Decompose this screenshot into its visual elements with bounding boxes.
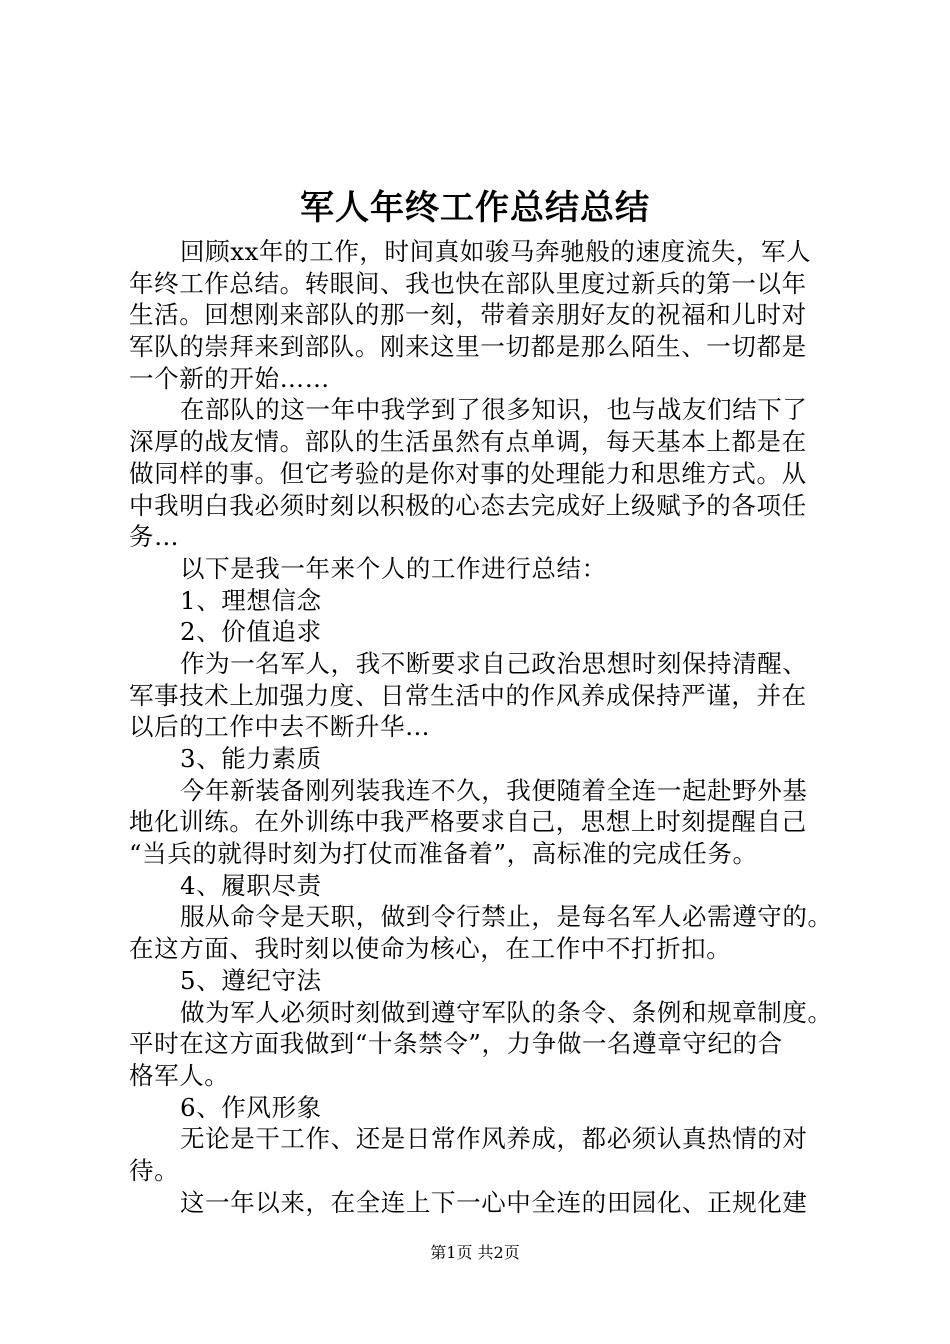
text-line: 4、履职尽责: [180, 870, 322, 900]
text-line: 地化训练。在外训练中我严格要求自己，思想上时刻提醒自己: [129, 807, 807, 837]
text-line: 以下是我一年来个人的工作进行总结：: [180, 553, 607, 583]
text-line: 以后的工作中去不断升华…: [129, 712, 431, 742]
text-line: 年终工作总结。转眼间、我也快在部队里度过新兵的第一以年: [129, 268, 807, 298]
document-body: [129, 236, 841, 1218]
text-line: 军队的崇拜来到部队。刚来这里一切都是那么陌生、一切都是: [129, 332, 807, 362]
text-line: 一个新的开始……: [129, 363, 330, 393]
text-line: 中我明白我必须时刻以积极的心态去完成好上级赋予的各项任: [129, 490, 807, 520]
text-line: 军事技术上加强力度、日常生活中的作风养成保持严谨，并在: [129, 680, 807, 710]
text-line: 3、能力素质: [180, 744, 322, 773]
text-line: 生活。回想刚来部队的那一刻，带着亲朋好友的祝福和儿时对: [129, 300, 807, 330]
text-line: 格军人。: [129, 1060, 230, 1090]
text-line: 作为一名军人，我不断要求自己政治思想时刻保持清醒、: [180, 648, 808, 678]
text-line: 无论是干工作、还是日常作风养成，都必须认真热情的对: [180, 1124, 808, 1154]
text-line: 平时在这方面我做到“十条禁令”，力争做一名遵章守纪的合: [129, 1029, 783, 1059]
text-line: 服从命令是天职，做到令行禁止，是每名军人必需遵守的。: [180, 902, 833, 932]
text-line: 在这方面、我时刻以使命为核心，在工作中不打折扣。: [129, 934, 732, 964]
text-line: 深厚的战友情。部队的生活虽然有点单调，每天基本上都是在: [129, 427, 807, 457]
text-line: 做为军人必须时刻做到遵守军队的条令、条例和规章制度。: [180, 997, 833, 1027]
text-line: 这一年以来，在全连上下一心中全连的田园化、正规化建: [180, 1187, 808, 1217]
document-title: 军人年终工作总结总结: [300, 188, 650, 228]
text-line: 务…: [129, 522, 180, 552]
page-footer: 第1页 共2页: [430, 1243, 520, 1262]
text-line: 2、价值追求: [180, 617, 322, 647]
text-line: 1、理想信念: [180, 585, 322, 615]
text-line: 6、作风形象: [180, 1092, 322, 1122]
text-line: “当兵的就得时刻为打仗而准备着”，高标准的完成任务。: [129, 839, 758, 869]
text-line: 回顾xx年的工作，时间真如骏马奔驰般的速度流失，军人: [180, 237, 812, 266]
text-line: 在部队的这一年中我学到了很多知识，也与战友们结下了: [180, 395, 808, 425]
text-line: 做同样的事。但它考验的是你对事的处理能力和思维方式。从: [129, 458, 807, 488]
text-line: 待。: [129, 1155, 180, 1185]
text-line: 5、遵纪守法: [180, 965, 322, 995]
text-line: 今年新装备刚列装我连不久，我便随着全连一起赴野外基: [180, 775, 808, 805]
